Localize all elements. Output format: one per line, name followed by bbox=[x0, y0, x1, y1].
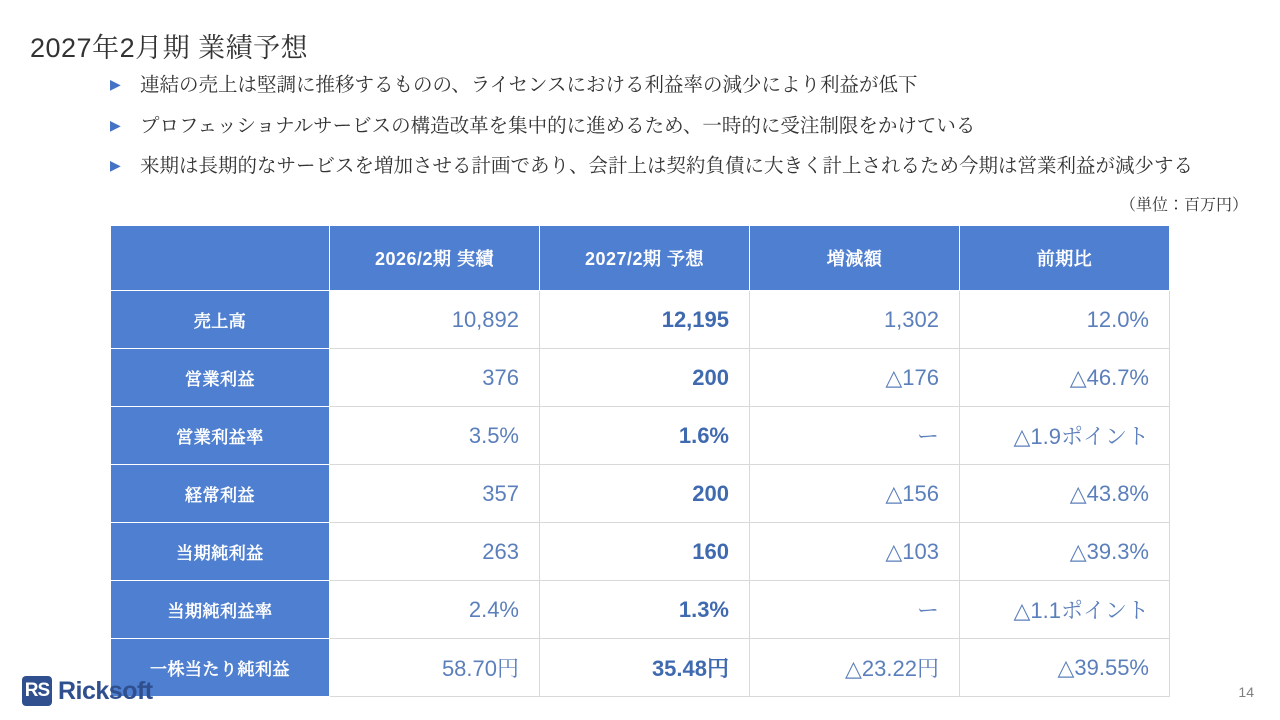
triangle-bullet-icon: ▶ bbox=[110, 76, 121, 92]
column-header-yoy: 前期比 bbox=[960, 226, 1170, 291]
cell-yoy: △1.9ポイント bbox=[960, 407, 1170, 465]
cell-change: 1,302 bbox=[750, 291, 960, 349]
row-header-eps: 一株当たり純利益 bbox=[111, 639, 330, 697]
page-title: 2027年2月期 業績予想 bbox=[30, 33, 309, 63]
table-row bbox=[111, 581, 1170, 639]
table-row bbox=[111, 639, 1170, 697]
list-item bbox=[110, 113, 1220, 141]
cell-forecast: 200 bbox=[540, 465, 750, 523]
list-item bbox=[110, 153, 1220, 181]
row-header-ordinary-income: 経常利益 bbox=[111, 465, 330, 523]
company-logo bbox=[22, 676, 153, 706]
triangle-bullet-icon: ▶ bbox=[110, 157, 121, 174]
cell-change: ー bbox=[750, 581, 960, 639]
list-item-label: 連結の売上は堅調に推移するものの、ライセンスにおける利益率の減少により利益が低下 bbox=[140, 74, 918, 96]
cell-actual: 376 bbox=[330, 349, 540, 407]
table-header-row bbox=[111, 226, 1170, 291]
unit-note: （単位：百万円） bbox=[1119, 197, 1248, 214]
row-header-net-income: 当期純利益 bbox=[111, 523, 330, 581]
table-row bbox=[111, 465, 1170, 523]
cell-actual: 2.4% bbox=[330, 581, 540, 639]
logo-text: Ricksoft bbox=[58, 676, 153, 705]
row-header-operating-income: 営業利益 bbox=[111, 349, 330, 407]
list-item bbox=[110, 72, 1220, 100]
cell-forecast: 1.3% bbox=[540, 581, 750, 639]
cell-actual: 10,892 bbox=[330, 291, 540, 349]
list-item-label: プロフェッショナルサービスの構造改革を集中的に進めるため、一時的に受注制限をかけている bbox=[140, 114, 976, 137]
list-item-label: 来期は長期的なサービスを増加させる計画であり、会計上は契約負債に大きく計上されるため今期は営業利益が減少する bbox=[140, 155, 1194, 178]
cell-yoy: △1.1ポイント bbox=[960, 581, 1170, 639]
cell-forecast: 160 bbox=[540, 523, 750, 581]
cell-forecast: 1.6% bbox=[540, 407, 750, 465]
table-corner-cell bbox=[111, 226, 330, 291]
row-header-operating-margin: 営業利益率 bbox=[111, 407, 330, 465]
cell-change: △176 bbox=[750, 349, 960, 407]
bullet-list bbox=[110, 72, 1220, 194]
page-number: 14 bbox=[1238, 684, 1254, 700]
table-row bbox=[111, 291, 1170, 349]
cell-forecast: 12,195 bbox=[540, 291, 750, 349]
cell-yoy: △43.8% bbox=[960, 465, 1170, 523]
cell-yoy: 12.0% bbox=[960, 291, 1170, 349]
cell-yoy: △46.7% bbox=[960, 349, 1170, 407]
cell-change: △23.22円 bbox=[750, 639, 960, 697]
table-row bbox=[111, 523, 1170, 581]
cell-change: ー bbox=[750, 407, 960, 465]
logo-mark-icon: RS bbox=[22, 676, 52, 706]
cell-yoy: △39.3% bbox=[960, 523, 1170, 581]
cell-change: △156 bbox=[750, 465, 960, 523]
triangle-bullet-icon: ▶ bbox=[110, 116, 121, 133]
row-header-net-margin: 当期純利益率 bbox=[111, 581, 330, 639]
cell-forecast: 35.48円 bbox=[540, 639, 750, 697]
table-row bbox=[111, 349, 1170, 407]
row-header-net-sales: 売上高 bbox=[111, 291, 330, 349]
cell-actual: 263 bbox=[330, 523, 540, 581]
column-header-forecast-2027: 2027/2期 予想 bbox=[540, 226, 750, 291]
cell-forecast: 200 bbox=[540, 349, 750, 407]
cell-actual: 3.5% bbox=[330, 407, 540, 465]
cell-yoy: △39.55% bbox=[960, 639, 1170, 697]
cell-actual: 357 bbox=[330, 465, 540, 523]
column-header-actual-2026: 2026/2期 実績 bbox=[330, 226, 540, 291]
table-row bbox=[111, 407, 1170, 465]
cell-change: △103 bbox=[750, 523, 960, 581]
financial-forecast-table bbox=[110, 225, 1170, 697]
cell-actual: 58.70円 bbox=[330, 639, 540, 697]
column-header-change-amount: 増減額 bbox=[750, 226, 960, 291]
